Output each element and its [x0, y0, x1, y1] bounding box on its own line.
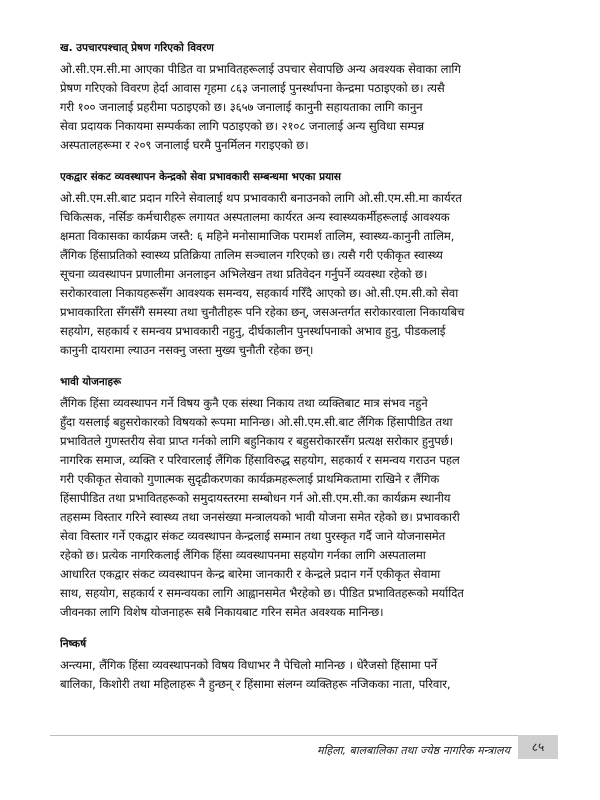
paragraph-line: रहेको छ। प्रत्येक नागरिकलाई लैंगिक हिंसा व्यवस्थापनमा सहयोग गर्नका लागि अस्पतालमा [60, 548, 426, 562]
paragraph-line: प्रभावितले गुणस्तरीय सेवा प्राप्त गर्नको लागि बहुनिकाय र बहुसरोकारसँग प्रत्यक्ष सरोकार हुनुपर्छ। [60, 434, 454, 448]
document-body [60, 40, 550, 708]
paragraph-line: जीवनका लागि विशेष योजनाहरू सबै निकायबाट गरिन समेत अवश्यक मानिन्छ। [60, 605, 384, 619]
paragraph-line: सेवा विस्तार गर्ने एकद्वार संकट व्यवस्थापन केन्द्रलाई सम्मान तथा पुरस्कृत गर्दै जाने योजनासमेत [60, 529, 446, 543]
paragraph-line: गरी एकीकृत सेवाको गुणात्मक सुदृढीकरणका कार्यक्रमहरूलाई प्राथमिकतामा राखिने र लैंगिक [60, 472, 440, 486]
paragraph-line: नागरिक समाज, व्यक्ति र परिवारलाई लैंगिक हिंसाविरुद्ध सहयोग, सहकार्य र समन्वय गराउन पहल [60, 453, 460, 467]
paragraph-line: बालिका, किशोरी तथा महिलाहरू नै हुन्छन् र हिंसामा संलग्न व्यक्तिहरू नजिकका नाता, परिवार, [60, 677, 451, 691]
paragraph-line: लैंगिक हिंसाप्रतिको स्वास्थ्य प्रतिक्रिया तालिम सञ्चालन गरिएको छ। त्यसै गरी एकीकृत स्वास्थ्य [60, 248, 443, 262]
section-referral [60, 40, 550, 155]
paragraph-line: चिकित्सक, नर्सिङ कर्मचारीहरू लगायत अस्पतालमा कार्यरत अन्य स्वास्थ्यकर्मीहरूलाई आवश्यक [60, 210, 450, 224]
paragraph-line: अन्त्यमा, लैंगिक हिंसा व्यवस्थापनको विषय विधाभर नै पेचिलो मानिन्छ । धेरैजसो हिंसामा पर्ने [60, 658, 437, 672]
page-footer [50, 735, 518, 762]
paragraph-line: सहयोग, सहकार्य र समन्वय प्रभावकारी नहुनु, दीर्घकालीन पुनर्स्थापनाको अभाव हुनु, पीडकलाई [60, 324, 446, 338]
section-heading: एकद्वार संकट व्यवस्थापन केन्द्रको सेवा प्रभावकारी सम्बन्धमा भएका प्रयास [60, 171, 341, 183]
paragraph-line: क्षमता विकासका कार्यक्रम जस्तै: ६ महिने मनोसामाजिक परामर्श तालिम, स्वास्थ्य-कानुनी तालिम, [60, 229, 455, 243]
section-heading: भावी योजनाहरू [60, 376, 122, 388]
section-effectiveness [60, 169, 550, 360]
section-conclusion [60, 636, 550, 694]
paragraph-line: गरी १०० जनालाई प्रहरीमा पठाइएको छ। ३६५७ जनालाई कानुनी सहायताका लागि कानुन [60, 100, 423, 114]
paragraph-line: प्रेषण गरिएको विवरण हेर्दा आवास गृहमा ८६३ जनालाई पुनर्स्थापना केन्द्रमा पठाइएको छ। त्यसै [60, 81, 445, 95]
paragraph-line: ओ.सी.एम.सी.बाट प्रदान गरिने सेवालाई थप प्रभावकारी बनाउनको लागि ओ.सी.एम.सी.मा कार्यरत [60, 191, 462, 205]
section-heading: ख. उपचारपश्चात् प्रेषण गरिएको विवरण [60, 42, 214, 54]
footer-ministry-title: महिला, बालबालिका तथा ज्येष्ठ नागरिक मन्त्रालय [316, 744, 510, 757]
paragraph-line: हुँदा यसलाई बहुसरोकारको विषयको रूपमा मानिन्छ। ओ.सी.एम.सी.बाट लैंगिक हिंसापीडित तथा [60, 415, 453, 429]
paragraph-line: कानुनी दायरामा ल्याउन नसक्नु जस्ता मुख्य चुनौती रहेका छन्। [60, 343, 314, 357]
paragraph-line: लैंगिक हिंसा व्यवस्थापन गर्ने विषय कुनै एक संस्था निकाय तथा व्यक्तिबाट मात्र संभव नहुने [60, 396, 428, 410]
paragraph-line: हिंसापीडित तथा प्रभावितहरूको समुदायस्तरमा सम्बोधन गर्न ओ.सी.एम.सी.का कार्यक्रम स्थानीय [60, 491, 451, 505]
paragraph-line: सेवा प्रदायक निकायमा सम्पर्कका लागि पठाइएको छ। २१०८ जनालाई अन्य सुविधा सम्पन्न [60, 119, 424, 133]
section-future-plans [60, 374, 550, 622]
paragraph-line: प्रभावकारिता सँगसँगै समस्या तथा चुनौतीहरू पनि रहेका छन्, जसअन्तर्गत सरोकारवाला निकायबिच [60, 305, 465, 319]
paragraph-line: आधारित एकद्वार संकट व्यवस्थापन केन्द्र बारेमा जानकारी र केन्द्रले प्रदान गर्ने एकीकृत सेवामा [60, 567, 441, 581]
paragraph-line: ओ.सी.एम.सी.मा आएका पीडित वा प्रभावितहरूलाई उपचार सेवापछि अन्य अवश्यक सेवाका लागि [60, 62, 461, 76]
page-number: ८५ [518, 735, 558, 759]
section-heading: निष्कर्ष [60, 638, 87, 650]
paragraph-line: अस्पतालहरूमा र २०९ जनालाई घरमै पुनर्मिलन गराइएको छ। [60, 138, 309, 152]
paragraph-line: साथ, सहयोग, सहकार्य र समन्वयका लागि आह्वानसमेत भैरहेको छ। पीडित प्रभावितहरूको मर्यादित [60, 586, 464, 600]
paragraph-line: तहसम्म विस्तार गरिने स्वास्थ्य तथा जनसंख्या मन्त्रालयको भावी योजना समेत रहेको छ। प्रभावकारी [60, 510, 460, 524]
paragraph-line: सूचना व्यवस्थापन प्रणालीमा अनलाइन अभिलेखन तथा प्रतिवेदन गर्नुपर्ने व्यवस्था रहेको छ। [60, 267, 428, 281]
paragraph-line: सरोकारवाला निकायहरूसँग आवश्यक समन्वय, सहकार्य गरिँदै आएको छ। ओ.सी.एम.सी.को सेवा [60, 286, 459, 300]
